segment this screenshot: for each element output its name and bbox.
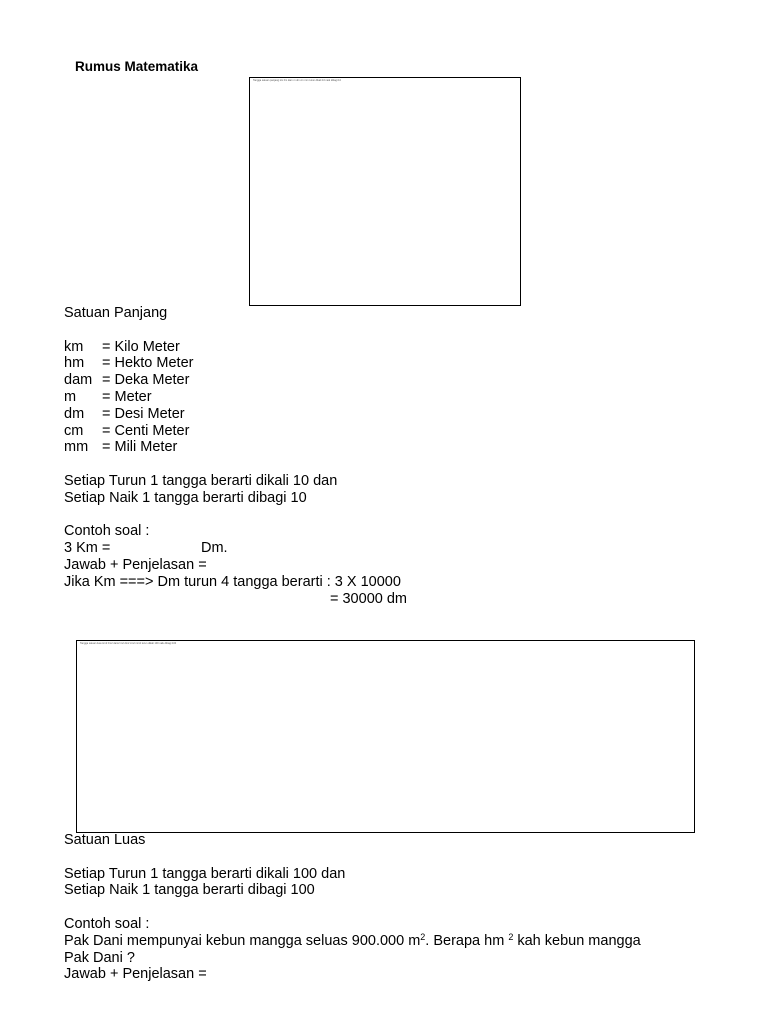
unit-desc: = Centi Meter bbox=[102, 422, 190, 439]
document-title: Rumus Matematika bbox=[75, 59, 199, 74]
unit-abbr: m bbox=[64, 388, 77, 405]
unit-row bbox=[64, 355, 407, 372]
unit-abbr: dam bbox=[64, 372, 93, 389]
superscript: 2 bbox=[420, 931, 426, 942]
unit-abbr: dm bbox=[64, 405, 85, 422]
unit-row bbox=[64, 439, 407, 456]
unit-abbr: hm bbox=[64, 355, 85, 372]
length-units-section bbox=[64, 305, 407, 607]
example-label: Contoh soal : bbox=[64, 915, 150, 932]
answer-label: Jawab + Penjelasan = bbox=[64, 966, 207, 983]
unit-row bbox=[64, 423, 407, 440]
explanation-text: Jika Km ===> Dm turun 4 tangga berarti : 3 X 10000 bbox=[64, 573, 401, 590]
result-text: = 30000 dm bbox=[330, 590, 407, 607]
example-question-line2: Pak Dani ? bbox=[64, 949, 135, 966]
unit-abbr: cm bbox=[64, 422, 84, 439]
section-heading: Satuan Luas bbox=[64, 832, 146, 848]
figure-caption: Tangga satuan luas km2 hm2 dam2 m2 dm2 cm2 mm2 turun dikali 100 naik dibagi 100 bbox=[80, 642, 177, 645]
unit-row bbox=[64, 339, 407, 356]
unit-desc: = Mili Meter bbox=[102, 439, 178, 456]
question-part2: . Berapa hm bbox=[425, 932, 509, 949]
example-question bbox=[64, 933, 641, 950]
question-right: Dm. bbox=[201, 540, 228, 557]
question-part3: kah kebun mangga bbox=[513, 932, 641, 949]
unit-desc: = Desi Meter bbox=[102, 405, 185, 422]
question-left: 3 Km = bbox=[64, 540, 111, 557]
section-heading: Satuan Panjang bbox=[64, 305, 168, 321]
unit-row bbox=[64, 389, 407, 406]
unit-desc: = Kilo Meter bbox=[102, 338, 180, 355]
rule-up-text: Setiap Naik 1 tangga berarti dibagi 10 bbox=[64, 489, 307, 506]
superscript: 2 bbox=[508, 931, 514, 942]
rule-down-text: Setiap Turun 1 tangga berarti dikali 10 dan bbox=[64, 472, 338, 489]
question-part1: Pak Dani mempunyai kebun mangga seluas 900.000 m bbox=[64, 932, 421, 949]
unit-abbr: mm bbox=[64, 439, 89, 456]
unit-desc: = Hekto Meter bbox=[102, 355, 194, 372]
unit-desc: = Meter bbox=[102, 388, 152, 405]
rule-up-text: Setiap Naik 1 tangga berarti dibagi 100 bbox=[64, 882, 315, 899]
answer-label: Jawab + Penjelasan = bbox=[64, 556, 207, 573]
unit-desc: = Deka Meter bbox=[102, 372, 190, 389]
unit-row bbox=[64, 372, 407, 389]
example-question bbox=[64, 540, 407, 557]
length-unit-ladder-figure bbox=[249, 77, 521, 306]
area-unit-ladder-figure bbox=[76, 640, 695, 833]
unit-list bbox=[64, 339, 407, 457]
area-units-section bbox=[64, 832, 641, 983]
rule-down-text: Setiap Turun 1 tangga berarti dikali 100 dan bbox=[64, 865, 346, 882]
unit-abbr: km bbox=[64, 338, 84, 355]
unit-row bbox=[64, 406, 407, 423]
figure-caption: Tangga satuan panjang km hm dam m dm cm mm turun dikali 10 naik dibagi 10 bbox=[253, 79, 341, 82]
example-label: Contoh soal : bbox=[64, 523, 150, 540]
